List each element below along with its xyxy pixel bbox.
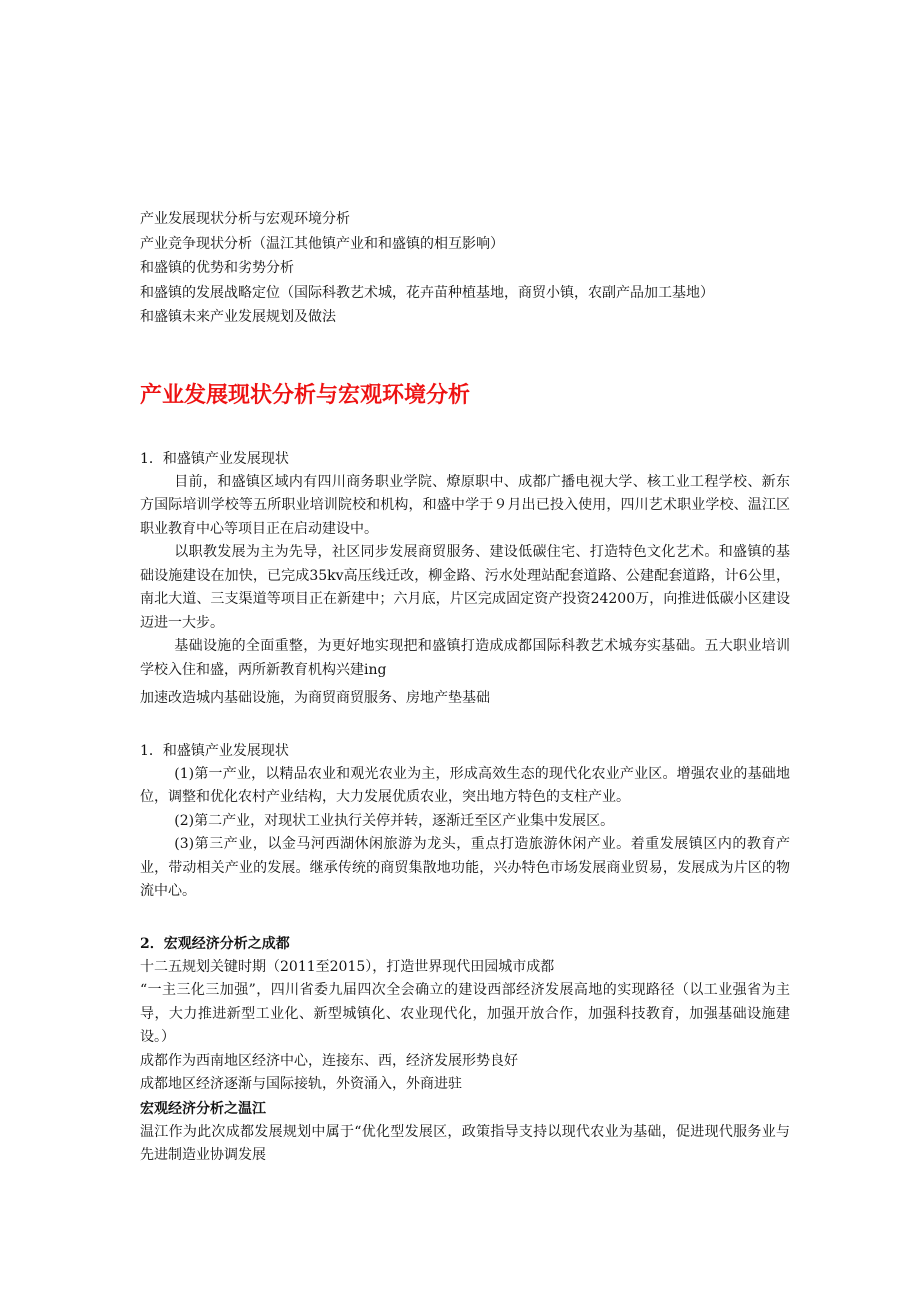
paragraph: (2)第二产业，对现状工业执行关停并转，逐渐迁至区产业集中发展区。	[174, 812, 615, 829]
toc-item: 和盛镇的优势和劣势分析	[140, 260, 294, 276]
paragraph: 基础设施的全面重整，为更好地实现把和盛镇打造成成都国际科教艺术城夯实基础。五大职业培训学校入住和盛，两所新教育机构兴建ing	[140, 638, 790, 678]
toc-item: 和盛镇的发展战略定位（国际科教艺术城，花卉苗种植基地，商贸小镇，农副产品加工基地）	[140, 284, 714, 301]
paragraph: (1)第一产业，以精品农业和观光农业为主，形成高效生态的现代化农业产业区。增强农业的基础地位，调整和优化农村产业结构，大力发展优质农业，突出地方特色的支柱产业。	[140, 765, 790, 805]
subsection-title: 宏观经济分析之温江	[140, 1100, 266, 1117]
toc	[140, 207, 790, 330]
paragraph: 目前，和盛镇区域内有四川商务职业学院、燎原职中、成都广播电视大学、核工业工程学校、新东方国际培训学校等五所职业培训院校和机构，和盛中学于９月出已投入使用，四川艺术职业学校、温江区职业教育中心等项目正在启动建设中。	[140, 473, 790, 537]
toc-item: 产业发展现状分析与宏观环境分析	[140, 211, 350, 227]
paragraph: 成都作为西南地区经济中心，连接东、西，经济发展形势良好	[140, 1052, 518, 1069]
paragraph: 温江作为此次成都发展规划中属于“优化型发展区，政策指导支持以现代农业为基础，促进现代服务业与先进制造业协调发展	[140, 1123, 790, 1163]
paragraph: 十二五规划关键时期（2011至2015），打造世界现代田园城市成都	[140, 958, 555, 975]
document-page	[140, 207, 790, 1168]
paragraph: (3)第三产业，以金马河西湖休闲旅游为龙头，重点打造旅游休闲产业。着重发展镇区内的教育产业，带动相关产业的发展。继承传统的商贸集散地功能，兴办特色市场发展商业贸易，发展成为片区的物流中心。	[140, 836, 790, 899]
paragraph: 以职教发展为主为先导，社区同步发展商贸服务、建设低碳住宅、打造特色文化艺术。和盛镇的基础设施建设在加快，已完成35kv高压线迁改，柳金路、污水处理站配套道路、公建配套道路，计6公里，南北大道、三支渠道等项目正在新建中；六月底，片区完成固定资产投资24200万，向推进低碳小区建设迈进一大步。	[140, 544, 790, 631]
toc-item: 产业竞争现状分析（温江其他镇产业和和盛镇的相互影响）	[140, 235, 504, 252]
paragraph: 成都地区经济逐渐与国际接轨，外资涌入，外商进驻	[140, 1076, 462, 1092]
subsection-title: 1．和盛镇产业发展现状	[140, 742, 289, 759]
paragraph: 加速改造城内基础设施，为商贸商贸服务、房地产垫基础	[140, 690, 490, 706]
toc-item: 和盛镇未来产业发展规划及做法	[140, 309, 336, 325]
paragraph: “一主三化三加强”，四川省委九届四次全会确立的建设西部经济发展高地的实现路径（以工业强省为主导，大力推进新型工业化、新型城镇化、农业现代化，加强开放合作，加强科技教育，加强基础设施建设。）	[140, 982, 790, 1045]
subsection-title: 2．宏观经济分析之成都	[140, 935, 290, 952]
section-heading: 产业发展现状分析与宏观环境分析	[140, 382, 471, 408]
subsection-title: 1．和盛镇产业发展现状	[140, 450, 289, 467]
